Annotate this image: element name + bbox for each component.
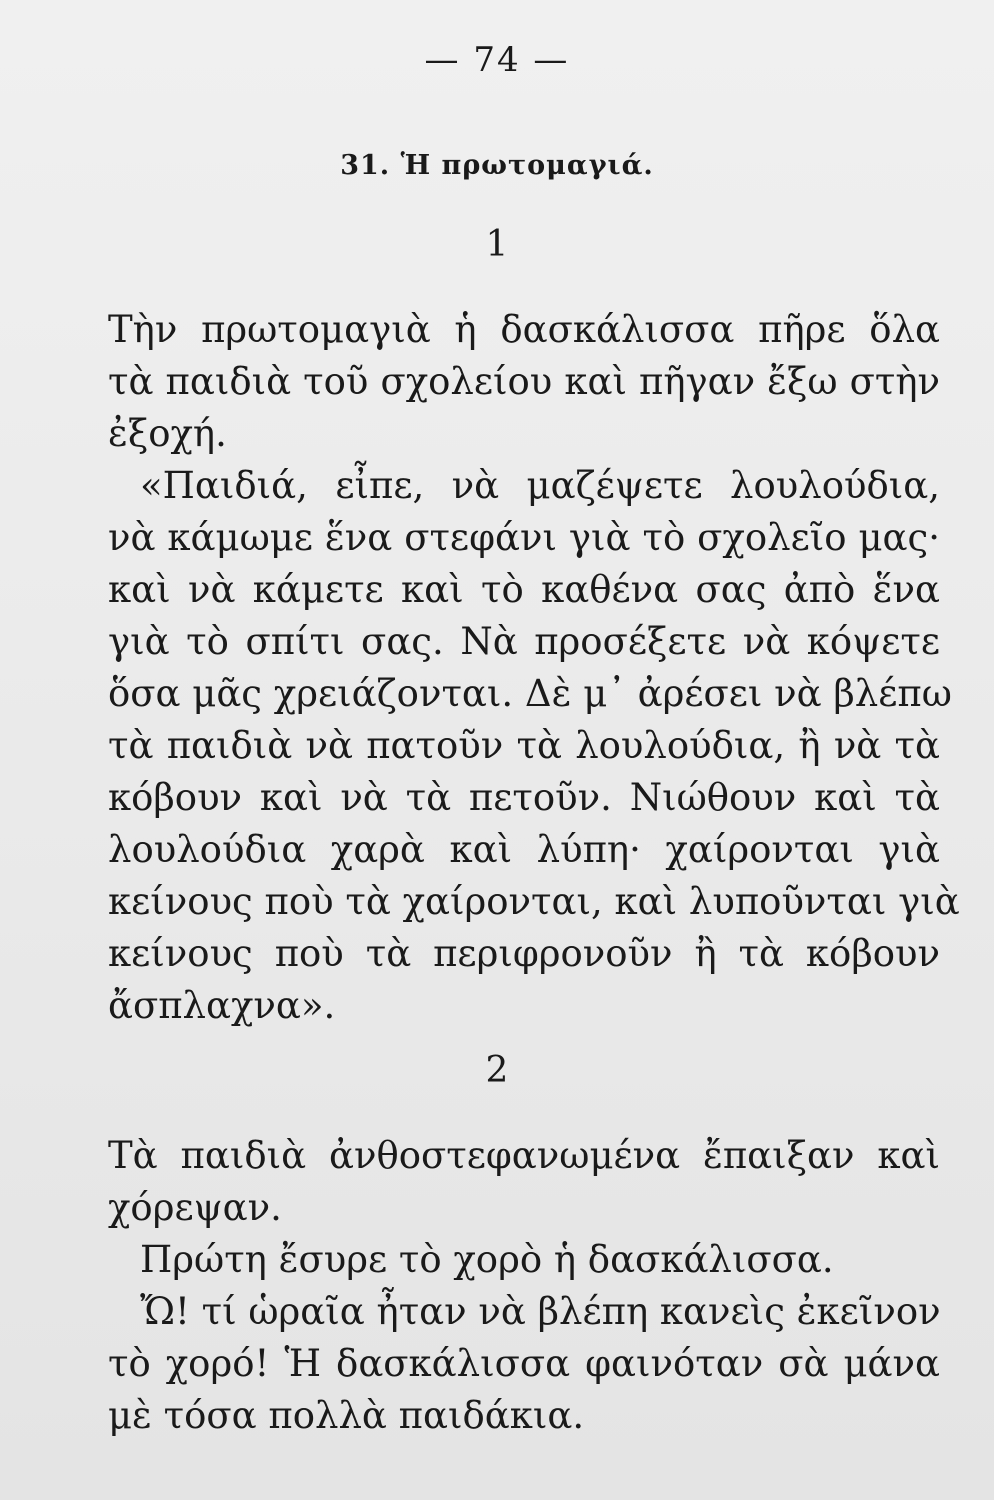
section-number-1: 1 xyxy=(485,224,509,265)
paragraph-line: τὰ παιδιὰ νὰ πατοῦν τὰ λουλούδια, ἢ νὰ τὰ xyxy=(108,724,940,767)
paragraph-line: χόρεψαν. xyxy=(108,1186,282,1229)
paragraph-line: «Παιδιά, εἶπε, νὰ μαζέψετε λουλούδια, xyxy=(140,464,940,507)
paragraph-line: τὸ χορό! Ἡ δασκάλισσα φαινόταν σὰ μάνα xyxy=(108,1342,940,1385)
paragraph-line: κείνους ποὺ τὰ περιφρονοῦν ἢ τὰ κόβουν xyxy=(108,932,940,975)
paragraph-line: κόβουν καὶ νὰ τὰ πετοῦν. Νιώθουν καὶ τὰ xyxy=(108,776,940,819)
paragraph-line: νὰ κάμωμε ἕνα στεφάνι γιὰ τὸ σχολεῖο μας· xyxy=(108,516,940,559)
paragraph-line: καὶ νὰ κάμετε καὶ τὸ καθένα σας ἀπὸ ἕνα xyxy=(108,568,940,611)
page-number: — 74 — xyxy=(424,40,570,80)
paragraph-line: Ὤ! τί ὡραῖα ἦταν νὰ βλέπη κανεὶς ἐκεῖνον xyxy=(140,1290,941,1333)
paragraph-line: τὰ παιδιὰ τοῦ σχολείου καὶ πῆγαν ἔξω στὴν xyxy=(108,360,940,403)
paragraph-line: λουλούδια χαρὰ καὶ λύπη· χαίρονται γιὰ xyxy=(108,828,940,871)
paragraph-line: ὅσα μᾶς χρειάζονται. Δὲ μ᾽ ἀρέσει νὰ βλέπω xyxy=(108,672,952,715)
section-number-2: 2 xyxy=(485,1050,509,1091)
paragraph-line: Τὰ παιδιὰ ἀνθοστεφανωμένα ἔπαιξαν καὶ xyxy=(108,1134,940,1177)
paragraph-line: ἐξοχή. xyxy=(108,412,227,455)
paragraph-line: Πρώτη ἔσυρε τὸ χορὸ ἡ δασκάλισσα. xyxy=(140,1238,834,1281)
paragraph-line: κείνους ποὺ τὰ χαίρονται, καὶ λυποῦνται γιὰ xyxy=(108,880,960,923)
paragraph-line: ἄσπλαχνα». xyxy=(108,984,336,1027)
paragraph-line: Τὴν πρωτομαγιὰ ἡ δασκάλισσα πῆρε ὅλα xyxy=(108,308,940,351)
paragraph-line: μὲ τόσα πολλὰ παιδάκια. xyxy=(108,1394,585,1437)
paragraph-line: γιὰ τὸ σπίτι σας. Νὰ προσέξετε νὰ κόψετε xyxy=(108,620,940,663)
chapter-title: 31. Ἡ πρωτομαγιά. xyxy=(340,150,654,181)
